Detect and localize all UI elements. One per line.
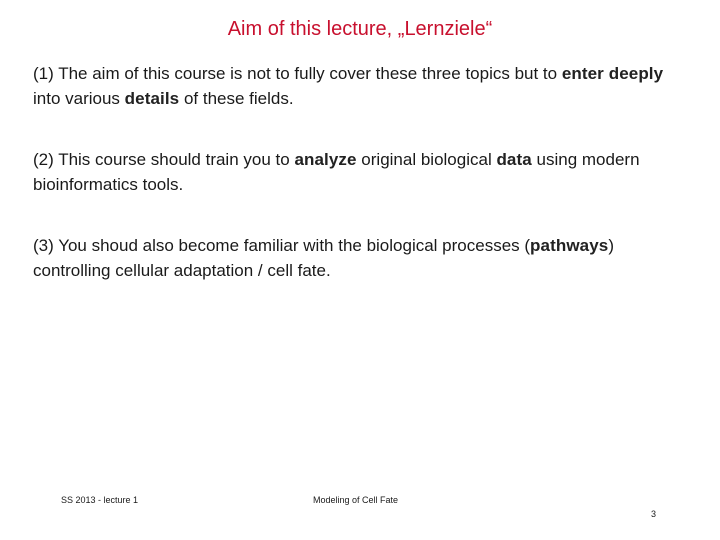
slide-title: Aim of this lecture, „Lernziele“ — [227, 18, 493, 40]
aim-2-text-b: original biological — [356, 150, 497, 169]
aim-2-emphasis-analyze: analyze — [294, 150, 357, 169]
aim-3-emphasis-pathways: pathways — [530, 236, 609, 255]
aim-item-2 — [33, 147, 693, 197]
aim-1-emphasis-enter-deeply: enter deeply — [561, 64, 664, 83]
footer-topic-label: Modeling of Cell Fate — [313, 495, 399, 505]
footer-course-label: SS 2013 - lecture 1 — [61, 495, 139, 505]
aim-2-text-a: (2) This course should train you to — [33, 150, 295, 169]
aim-1-emphasis-details: details — [124, 89, 180, 108]
aim-1-text-c: of these fields. — [179, 89, 294, 108]
aim-item-3 — [33, 233, 693, 283]
aim-1-text-b: into various — [33, 89, 125, 108]
aims-list — [33, 61, 693, 319]
aim-item-1 — [33, 61, 693, 111]
page-number: 3 — [651, 509, 657, 519]
aim-1-text-a: (1) The aim of this course is not to fully cover these three topics but to — [33, 64, 562, 83]
aim-2-text-c: using modern bioinformatics tools. — [33, 150, 640, 194]
aim-3-text-b: ) controlling cellular adaptation / cell fate. — [33, 236, 614, 280]
aim-3-text-a: (3) You shoud also become familiar with the biological processes ( — [33, 236, 531, 255]
aim-2-emphasis-data: data — [496, 150, 532, 169]
